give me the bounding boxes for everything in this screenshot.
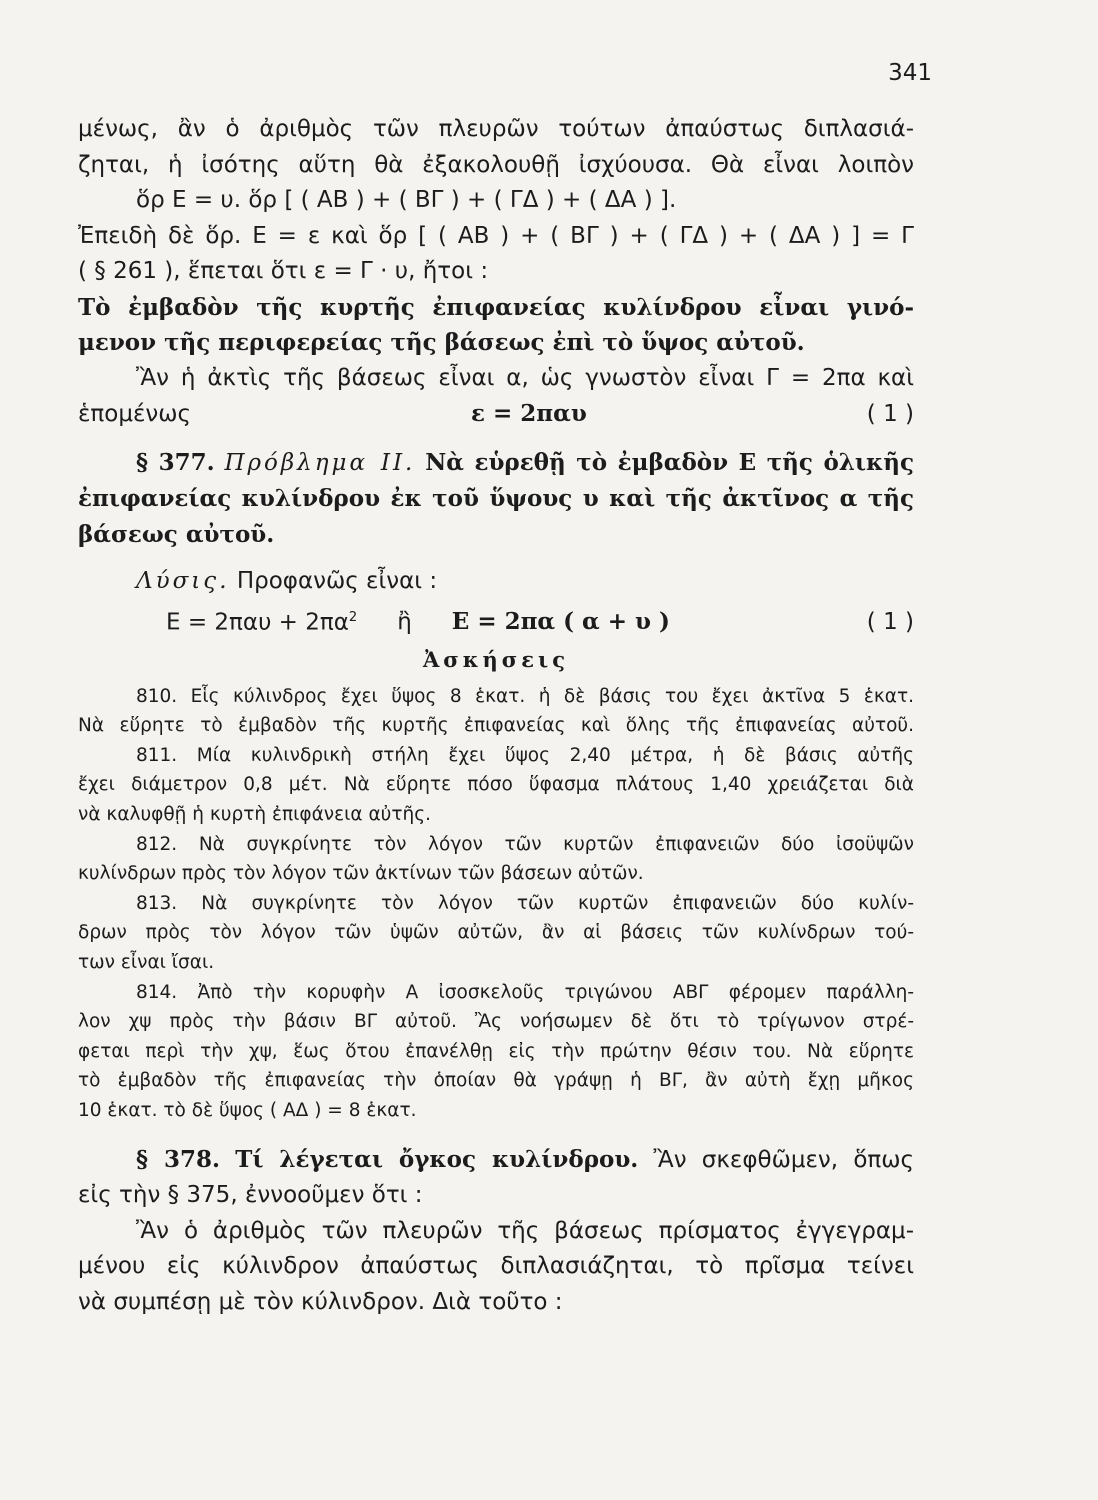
exercise-line: φεται περὶ τὴν χψ, ἕως ὅτου ἐπανέλθῃ εἰς τὴν πρώτην θέσιν του. Νὰ εὕρητε bbox=[78, 1040, 914, 1062]
text-line: μένως, ἂν ὁ ἀριθμὸς τῶν πλευρῶν τούτων ἀπαύστως διπλασιά- bbox=[78, 116, 914, 142]
formula-row bbox=[78, 600, 914, 641]
exercise-line: λον χψ πρὸς τὴν βάσιν ΒΓ αὐτοῦ. Ἂς νοήσωμεν δὲ ὅτι τὸ τρίγωνον στρέ- bbox=[78, 1011, 914, 1033]
text-line: Ἂν ὁ ἀριθμὸς τῶν πλευρῶν τῆς βάσεως πρίσματος ἐγγεγραμ- bbox=[136, 1217, 914, 1244]
formula: Ε = 2πα ( α + υ ) bbox=[451, 608, 670, 636]
main-text bbox=[78, 112, 914, 641]
exercise-line: 810. Εἷς κύλινδρος ἔχει ὕψος 8 ἑκατ. ἡ δὲ βάσις του ἔχει ἀκτῖνα 5 ἑκατ. bbox=[136, 685, 914, 707]
solution-line bbox=[78, 564, 914, 600]
theorem-line: Τὸ ἐμβαδὸν τῆς κυρτῆς ἐπιφανείας κυλίνδρου εἶναι γινό- bbox=[78, 293, 914, 321]
equation-number: ( 1 ) bbox=[866, 401, 914, 427]
formula-connector: ἢ bbox=[397, 609, 412, 636]
text-line: ( § 261 ), ἕπεται ὅτι ε = Γ · υ, ἤτοι : bbox=[78, 258, 489, 284]
section-title: Τί λέγεται ὄγκος κυλίνδρου. bbox=[235, 1145, 639, 1173]
exercise-line: 811. Μία κυλινδρικὴ στήλη ἔχει ὕψος 2,40 μέτρα, ἡ δὲ βάσις αὐτῆς bbox=[136, 744, 914, 766]
exercise-line: 10 ἑκατ. τὸ δὲ ὕψος ( ΑΔ ) = 8 ἑκατ. bbox=[78, 1099, 417, 1121]
exercise-line: νὰ καλυφθῇ ἡ κυρτὴ ἐπιφάνεια αὐτῆς. bbox=[78, 804, 431, 826]
section-number: § 377. bbox=[136, 448, 215, 476]
text-line: νὰ συμπέσῃ μὲ τὸν κύλινδρον. Διὰ τοῦτο : bbox=[78, 1288, 563, 1315]
exercise-line: δρων πρὸς τὸν λόγον τῶν ὑψῶν αὐτῶν, ἂν αἱ βάσεις τῶν κυλίνδρων τού- bbox=[78, 922, 914, 944]
problem-text: βάσεως αὐτοῦ. bbox=[78, 520, 275, 548]
exercise-line: ἔχει διάμετρον 0,8 μέτ. Νὰ εὕρητε πόσο ὕφασμα πλάτους 1,40 χρειάζεται διὰ bbox=[78, 774, 914, 796]
problem-text: ἐπιφανείας κυλίνδρου ἐκ τοῦ ὕψους υ καὶ τῆς ἀκτῖνος α τῆς bbox=[78, 485, 914, 512]
exercise-line: των εἶναι ἴσαι. bbox=[78, 952, 215, 973]
exercise-line: 814. Ἀπὸ τὴν κορυφὴν Α ἰσοσκελοῦς τριγώνου ΑΒΓ φέρομεν παράλλη- bbox=[136, 981, 914, 1003]
equation-line: ὅρ Ε = υ. ὅρ [ ( ΑΒ ) + ( ΒΓ ) + ( ΓΔ ) + ( ΔΑ ) ]. bbox=[136, 187, 677, 213]
exercise-line: 812. Νὰ συγκρίνητε τὸν λόγον τῶν κυρτῶν ἐπιφανειῶν δύο ἰσοϋψῶν bbox=[136, 833, 914, 855]
formula: ε = 2παυ bbox=[471, 400, 587, 427]
theorem-line: μενον τῆς περιφερείας τῆς βάσεως ἐπὶ τὸ ὕψος αὐτοῦ. bbox=[78, 329, 805, 356]
section-number: § 378. bbox=[136, 1145, 220, 1173]
exercise-line: 813. Νὰ συγκρίνητε τὸν λόγον τῶν κυρτῶν ἐπιφανειῶν δύο κυλίν- bbox=[136, 892, 914, 914]
solution-label: Λύσις. bbox=[136, 568, 230, 594]
page-number: 341 bbox=[888, 60, 932, 86]
problem-text: Νὰ εὑρεθῇ τὸ ἐμβαδὸν Ε τῆς ὁλικῆς bbox=[425, 448, 915, 476]
exercise-line: τὸ ἐμβαδὸν τῆς ἐπιφανείας τὴν ὁποίαν θὰ γράψῃ ἡ ΒΓ, ἂν αὐτὴ ἔχῃ μῆκος bbox=[78, 1070, 914, 1092]
section-text: Ἂν σκεφθῶμεν, ὅπως bbox=[653, 1146, 914, 1173]
exercises-list bbox=[78, 682, 914, 1126]
formula-row bbox=[78, 396, 914, 433]
section-378 bbox=[78, 1142, 914, 1321]
text-line: εἰς τὴν § 375, ἐννοοῦμεν ὅτι : bbox=[78, 1182, 423, 1209]
formula: $E = 2\pi\alpha\upsilon + 2\pi\alpha^2$ bbox=[166, 609, 358, 636]
solution-intro: Προφανῶς εἶναι : bbox=[236, 568, 438, 594]
formula-lead: ἑπομένως bbox=[78, 401, 192, 427]
page-body bbox=[78, 112, 914, 1320]
exercise-line: κυλίνδρων πρὸς τὸν λόγον τῶν ἀκτίνων τῶν βάσεων αὐτῶν. bbox=[78, 863, 644, 885]
problem-label: Πρόβλημα ΙΙ. bbox=[224, 449, 416, 476]
problem-heading bbox=[78, 445, 914, 482]
text-line: Ἂν ἡ ἀκτὶς τῆς βάσεως εἶναι α, ὡς γνωστὸν εἶναι Γ = 2πα καὶ bbox=[136, 364, 914, 391]
exercise-line: Νὰ εὕρητε τὸ ἐμβαδὸν τῆς κυρτῆς ἐπιφανείας καὶ ὅλης τῆς ἐπιφανείας αὐτοῦ. bbox=[78, 715, 914, 737]
equation-number: ( 1 ) bbox=[866, 609, 914, 636]
section-heading bbox=[78, 1142, 914, 1179]
exercises-heading: Ἀσκήσεις bbox=[423, 646, 569, 672]
text-line: μένου εἰς κύλινδρον ἀπαύστως διπλασιάζηται, τὸ πρῖσμα τείνει bbox=[78, 1253, 914, 1280]
text-line: ζηται, ἡ ἰσότης αὕτη θὰ ἐξακολουθῇ ἰσχύουσα. Θὰ εἶναι λοιπὸν bbox=[78, 151, 914, 178]
text-line: Ἐπειδὴ δὲ ὅρ. Ε = ε καὶ ὅρ [ ( ΑΒ ) + ( ΒΓ ) + ( ΓΔ ) + ( ΔΑ ) ] = Γ bbox=[78, 222, 914, 249]
